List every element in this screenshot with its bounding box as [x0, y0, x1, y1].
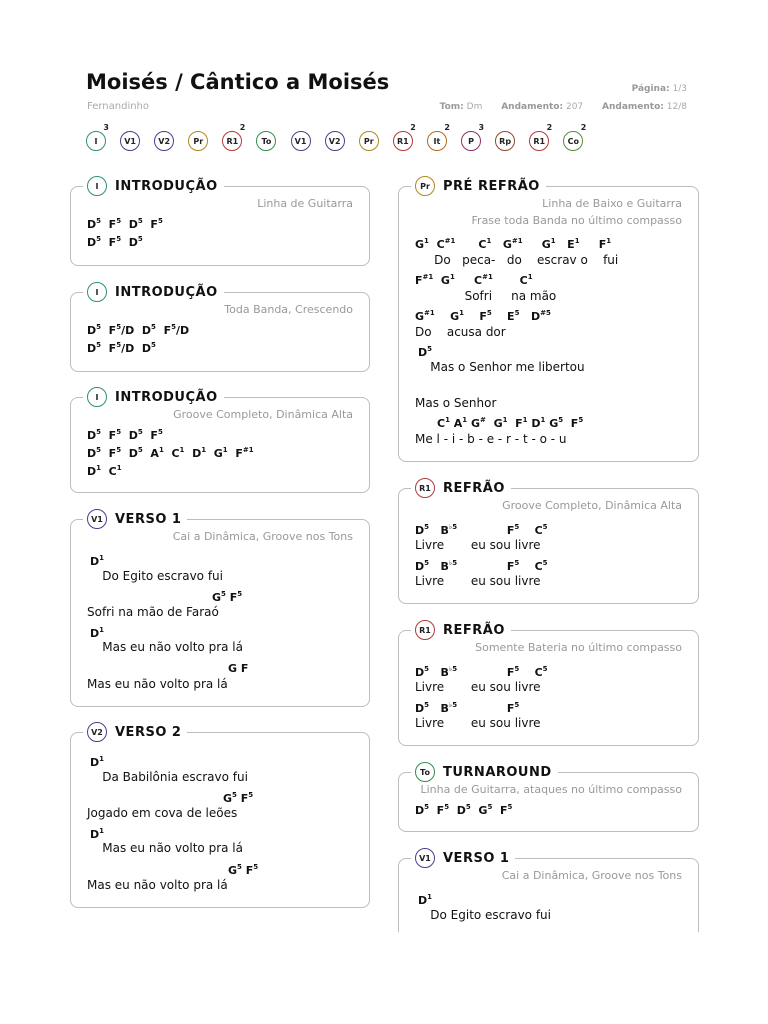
lyric-line: Me l - i - b - e - r - t - o - u	[415, 432, 567, 446]
section-note: Cai a Dinâmica, Groove nos Tons	[172, 530, 353, 543]
section-note: Somente Bateria no último compasso	[475, 641, 682, 654]
nav-badge-verse2[interactable]: V2	[154, 131, 174, 151]
section-title: TURNAROUND	[443, 764, 552, 780]
nav-badge-verse2[interactable]: V2	[325, 131, 345, 151]
chord-line: $D^5$ $F^5$ $D^5$ $G^5$ $F^5$	[415, 803, 513, 817]
chord: $G^5$ $F^5$	[223, 791, 254, 805]
lyric-line: Mas eu não volto pra lá	[87, 640, 243, 654]
section-note: Linha de Guitarra, ataques no último compasso	[420, 783, 682, 796]
chord: $D^1$	[90, 554, 105, 568]
chord-line: $D^5$ $F^5/D$ $D^5$	[87, 341, 156, 355]
song-title: Moisés / Cântico a Moisés	[86, 70, 390, 94]
section-title: INTRODUÇÃO	[115, 284, 218, 300]
lyric-line: Livre eu sou livre	[415, 680, 541, 694]
section-pre-chorus	[398, 178, 699, 462]
artist-name: Fernandinho	[87, 101, 150, 112]
chord: $D^1$	[90, 755, 105, 769]
lyric-line: Mas eu não volto pra lá	[87, 841, 243, 855]
chord-line: $D^5$ $B^{♭5}$ $F^5$ $C^5$	[415, 523, 548, 537]
section-note: Cai a Dinâmica, Groove nos Tons	[501, 869, 682, 882]
lyric-line: Mas o Senhor	[415, 396, 497, 410]
lyric-line: Mas o Senhor me libertou	[415, 360, 585, 374]
chord-line: $D^5$ $B^{♭5}$ $F^5$ $C^5$	[415, 559, 548, 573]
section-badge: I	[87, 387, 107, 407]
section-title: PRÉ REFRÃO	[443, 178, 540, 194]
chord: G F	[228, 662, 249, 675]
section-chorus	[398, 480, 699, 604]
chord-line: $G^{\#1}$ $G^1$ $F^5$ $E^5$ $D^{\#5}$	[415, 309, 551, 323]
chord: $D^1$	[418, 893, 433, 907]
section-badge: I	[87, 176, 107, 196]
chord-line: $D^5$ $F^5/D$ $D^5$ $F^5/D$	[87, 323, 190, 337]
lyric-line: Livre eu sou livre	[415, 574, 541, 588]
section-badge: To	[415, 762, 435, 782]
section-title: REFRÃO	[443, 480, 505, 496]
section-title: VERSO 1	[115, 511, 182, 527]
lyric-line: Mas eu não volto pra lá	[87, 677, 228, 691]
section-badge: R1	[415, 478, 435, 498]
nav-badge-chorus[interactable]: R1 2	[222, 131, 242, 151]
nav-badge-chorus[interactable]: R1 2	[393, 131, 413, 151]
key-value: Dm	[466, 102, 483, 112]
nav-badge-coda[interactable]: Co 2	[563, 131, 583, 151]
lyric-line: Do acusa dor	[415, 325, 506, 339]
lyric-line: Sofri na mão de Faraó	[87, 605, 219, 619]
section-badge: V1	[87, 509, 107, 529]
chord-line: $D^1$ $C^1$	[87, 464, 122, 478]
section-badge: V1	[415, 848, 435, 868]
chord: $D^5$	[418, 345, 433, 359]
song-meta: Tom: Dm Andamento: 207 Andamento: 12/8	[439, 102, 687, 112]
nav-badge-intro[interactable]: I 3	[86, 131, 106, 151]
chord-line: $C^1$ $A^1$ G# $G^1$ $F^1$ $D^1$ $G^5$ $F^5$	[437, 416, 584, 430]
section-title: INTRODUÇÃO	[115, 389, 218, 405]
tempo-value: 207	[565, 102, 584, 112]
section-verse-2	[70, 724, 370, 908]
section-intro	[70, 178, 370, 266]
section-badge: Pr	[415, 176, 435, 196]
section-intro	[70, 389, 370, 493]
section-title: INTRODUÇÃO	[115, 178, 218, 194]
section-title: VERSO 1	[443, 850, 510, 866]
lyric-line: Livre eu sou livre	[415, 538, 541, 552]
section-note: Groove Completo, Dinâmica Alta	[173, 408, 353, 421]
chord-line: $D^5$ $F^5$ $D^5$ $A^1$ $C^1$ $D^1$ $G^1$ $F^{\#1}$	[87, 446, 254, 460]
section-note: Frase toda Banda no último compasso	[471, 214, 682, 227]
nav-badge-repeat[interactable]: Rp	[495, 131, 515, 151]
lyric-line: Sofri na mão	[415, 289, 557, 303]
section-navigation	[86, 123, 592, 153]
chord: $G^5$ $F^5$	[212, 590, 243, 604]
nav-badge-verse1[interactable]: V1	[120, 131, 140, 151]
page-crop-mask	[390, 932, 710, 1024]
section-verse-1	[70, 511, 370, 707]
chord-line: $D^5$ $F^5$ $D^5$ $F^5$	[87, 428, 163, 442]
lyric-line: Da Babilônia escravo fui	[87, 770, 248, 784]
section-badge: I	[87, 282, 107, 302]
lyric-line: Do Egito escravo fui	[87, 569, 223, 583]
nav-badge-chorus[interactable]: R1 2	[529, 131, 549, 151]
nav-badge-prechorus[interactable]: Pr	[359, 131, 379, 151]
lyric-line: Livre eu sou livre	[415, 716, 541, 730]
section-badge: V2	[87, 722, 107, 742]
time-signature-value: 12/8	[666, 102, 687, 112]
lyric-line: Mas eu não volto pra lá	[87, 878, 228, 892]
section-chorus	[398, 622, 699, 746]
section-turnaround	[398, 764, 699, 832]
chord-line: $D^5$ $B^{♭5}$ $F^5$ $C^5$	[415, 665, 548, 679]
section-title: VERSO 2	[115, 724, 182, 740]
section-note: Toda Banda, Crescendo	[224, 303, 353, 316]
section-note: Linha de Baixo e Guitarra	[542, 197, 682, 210]
nav-badge-bridge[interactable]: P 3	[461, 131, 481, 151]
section-note: Linha de Guitarra	[257, 197, 353, 210]
chord-line: $D^5$ $F^5$ $D^5$ $F^5$	[87, 217, 163, 231]
chord-line: $D^5$ $F^5$ $D^5$	[87, 235, 143, 249]
section-title: REFRÃO	[443, 622, 505, 638]
lyric-line: Jogado em cova de leões	[87, 806, 238, 820]
nav-badge-turnaround[interactable]: To	[256, 131, 276, 151]
chord-line: $G^1$ $C^{\#1}$ $C^1$ $G^{\#1}$ $G^1$ $E^1$ $F^1$	[415, 237, 612, 251]
nav-badge-interlude[interactable]: It 2	[427, 131, 447, 151]
lyric-line: Do Egito escravo fui	[415, 908, 551, 922]
chord-line: $F^{\#1}$ $G^1$ $C^{\#1}$ $C^1$	[415, 273, 533, 287]
chord-line: $D^5$ $B^{♭5}$ $F^5$	[415, 701, 520, 715]
section-intro	[70, 284, 370, 372]
section-note: Groove Completo, Dinâmica Alta	[502, 499, 682, 512]
nav-badge-verse1[interactable]: V1	[291, 131, 311, 151]
lyric-line: Do peca- do escrav o fui	[415, 253, 619, 267]
chord: $D^1$	[90, 827, 105, 841]
chord: $D^1$	[90, 626, 105, 640]
chord: $G^5$ $F^5$	[228, 863, 259, 877]
nav-badge-prechorus[interactable]: Pr	[188, 131, 208, 151]
page-indicator: Página: 1/3	[631, 84, 687, 94]
section-badge: R1	[415, 620, 435, 640]
